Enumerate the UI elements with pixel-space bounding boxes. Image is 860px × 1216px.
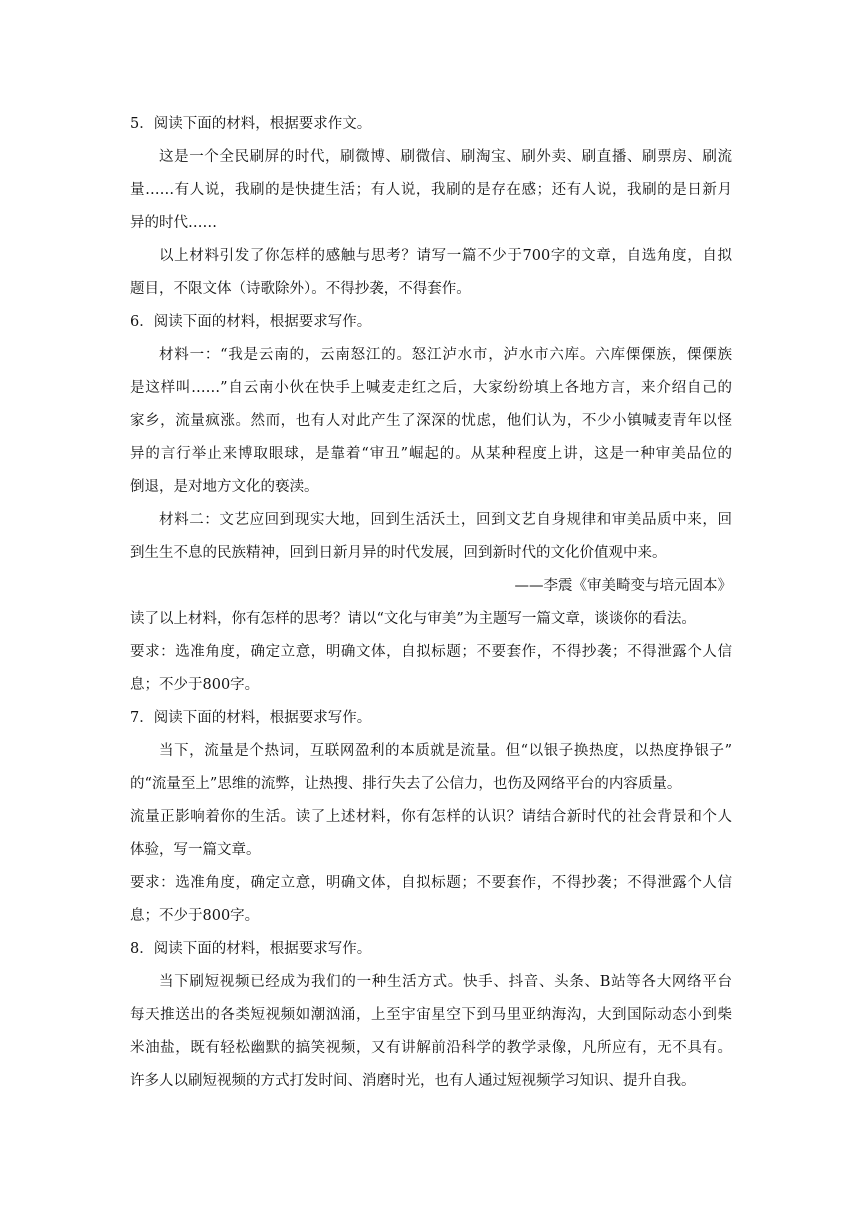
text-line: 要求：选准角度，确定立意，明确文体，自拟标题；不要套作，不得抄袭；不得泄露个人信 [130,875,732,891]
paragraph [130,636,732,702]
text-line: 读了以上材料，你有怎样的思考？请以“文化与审美”为主题写一篇文章，谈谈你的看法。 [130,611,696,627]
text-line: 异的言行举止来博取眼球，是靠着“审丑”崛起的。从某种程度上讲，这是一种审美品位的 [130,446,732,462]
text-line: 倒退，是对地方文化的亵渎。 [130,479,319,495]
text-line: 息；不少于800字。 [130,677,260,693]
paragraph [130,801,732,867]
question-heading: 6．阅读下面的材料，根据要求写作。 [130,314,372,330]
question-section [130,702,732,933]
paragraph [130,603,732,636]
text-line: 材料一：“我是云南的，云南怒江的。怒江泸水市，泸水市六库。六库傈傈族，傈傈族 [159,347,732,363]
text-line: 要求：选准角度，确定立意，明确文体，自拟标题；不要套作，不得抄袭；不得泄露个人信 [130,644,732,660]
paragraph [130,240,732,306]
text-line: 许多人以刷短视频的方式打发时间、消磨时光，也有人通过短视频学习知识、提升自我。 [130,1073,696,1089]
text-line: 这是一个全民刷屏的时代，刷微博、刷微信、刷淘宝、刷外卖、刷直播、刷票房、刷流 [159,149,732,165]
question-section [130,933,732,1098]
text-line: 息；不少于800字。 [130,908,260,924]
text-line: 米油盐，既有轻松幽默的搞笑视频，又有讲解前沿科学的教学录像，凡所应有，无不具有。 [130,1040,732,1056]
paragraph [130,735,732,801]
question-section [130,108,732,306]
text-line: 每天推送出的各类短视频如潮汹涌，上至宇宙星空下到马里亚纳海沟，大到国际动态小到柴 [130,1007,732,1023]
paragraph [130,966,732,1098]
text-line: 量……有人说，我刷的是快捷生活；有人说，我刷的是存在感；还有人说，我刷的是日新月 [130,182,732,198]
text-line: 的“流量至上”思维的流弊，让热搜、排行失去了公信力，也伤及网络平台的内容质量。 [130,776,682,792]
text-line: 家乡，流量疯涨。然而，也有人对此产生了深深的忧虑，他们认为，不少小镇喊麦青年以怪 [130,413,732,429]
text-line: 到生生不息的民族精神，回到日新月异的时代发展，回到新时代的文化价值观中来。 [130,545,667,561]
text-line: 流量正影响着你的生活。读了上述材料，你有怎样的认识？请结合新时代的社会背景和个人 [130,809,732,825]
text-line: 材料二：文艺应回到现实大地，回到生活沃土，回到文艺自身规律和审美品质中来，回 [159,512,732,528]
text-line: 是这样叫……”自云南小伙在快手上喊麦走红之后，大家纷纷填上各地方言，来介绍自己的 [130,380,732,396]
question-heading: 7．阅读下面的材料，根据要求写作。 [130,710,372,726]
paragraph [130,504,732,570]
text-line: 当下刷短视频已经成为我们的一种生活方式。快手、抖音、头条、B站等各大网络平台 [159,974,732,990]
text-line: 以上材料引发了你怎样的感触与思考？请写一篇不少于700字的文章，自选角度，自拟 [159,248,732,264]
text-line: 当下，流量是个热词，互联网盈利的本质就是流量。但“以银子换热度，以热度挣银子” [159,743,732,759]
paragraph [130,339,732,504]
question-heading: 5．阅读下面的材料，根据要求作文。 [130,116,372,132]
text-line: 体验，写一篇文章。 [130,842,261,858]
document-page [130,108,732,1098]
text-line: 题目，不限文体（诗歌除外）。不得抄袭，不得套作。 [130,281,471,297]
paragraph [130,141,732,240]
paragraph [130,867,732,933]
text-line: 异的时代…… [130,215,217,231]
question-heading: 8．阅读下面的材料，根据要求写作。 [130,941,372,957]
question-section [130,306,732,702]
source-attribution: ——李震《审美畸变与培元固本》 [514,578,732,594]
